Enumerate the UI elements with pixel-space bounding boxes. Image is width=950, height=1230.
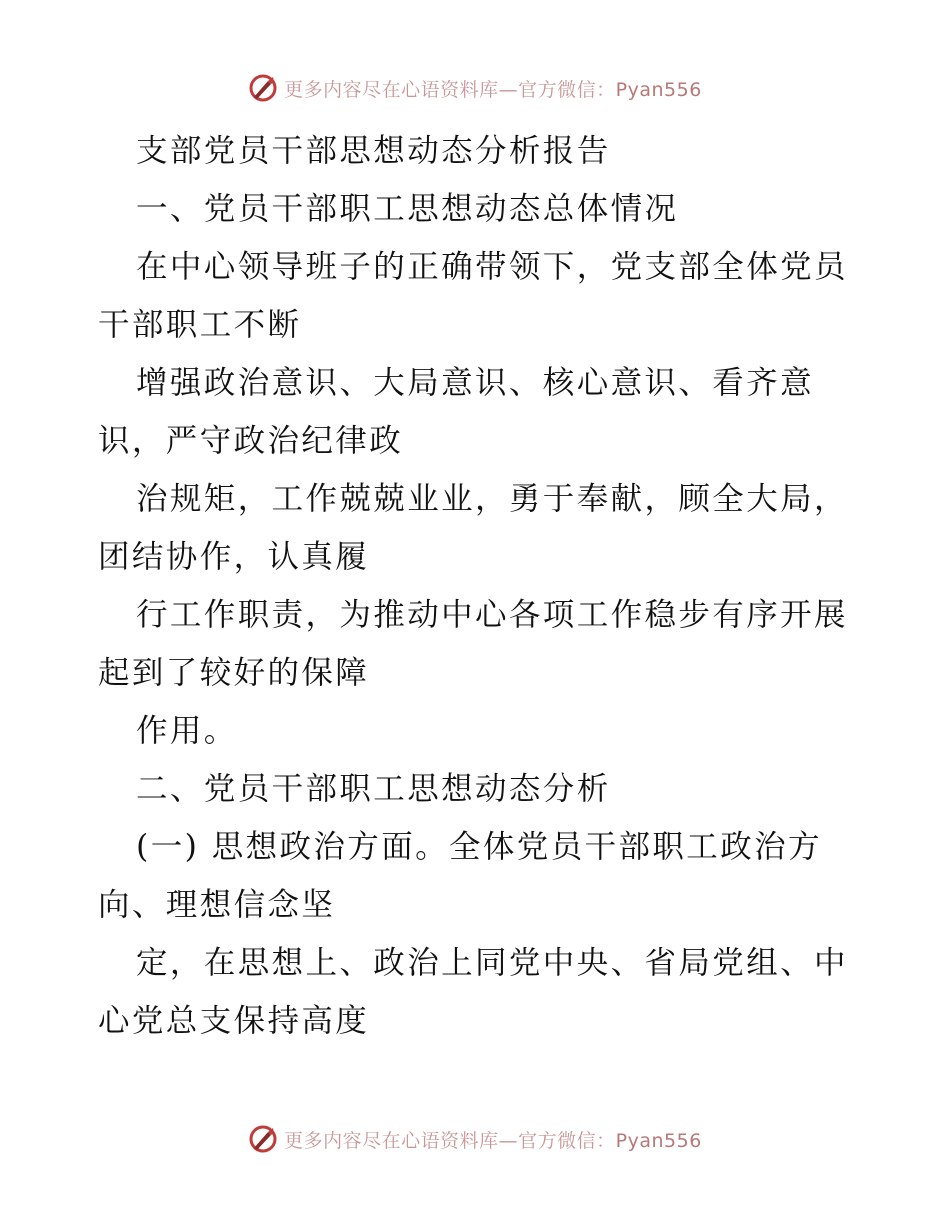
- document-body: [98, 122, 858, 1050]
- paragraph-line: 增强政治意识、大局意识、核心意识、看齐意: [136, 365, 815, 401]
- watermark-wechat-id: Pyan556: [615, 1129, 702, 1152]
- header-watermark: [0, 73, 950, 103]
- paragraph-line: 作用。: [136, 713, 238, 749]
- paragraph-line: 团结协作，认真履: [98, 539, 370, 575]
- section-heading-1: 一、党员干部职工思想动态总体情况: [136, 191, 679, 227]
- quill-circle-icon: [248, 73, 278, 103]
- watermark-text: 更多内容尽在心语资料库—官方微信：Pyan556: [284, 78, 702, 101]
- paragraph-line: 干部职工不断: [98, 307, 302, 343]
- watermark-text: 更多内容尽在心语资料库—官方微信：Pyan556: [284, 1129, 702, 1152]
- paragraph-line: (一) 思想政治方面。全体党员干部职工政治方: [136, 829, 822, 865]
- document-title: 支部党员干部思想动态分析报告: [136, 133, 611, 169]
- section-heading-2: 二、党员干部职工思想动态分析: [136, 771, 611, 807]
- footer-watermark: [0, 1124, 950, 1154]
- paragraph-line: 治规矩，工作兢兢业业，勇于奉献，顾全大局，: [136, 481, 848, 517]
- paragraph-line: 定，在思想上、政治上同党中央、省局党组、中: [136, 945, 848, 981]
- watermark-wechat-id: Pyan556: [615, 78, 702, 101]
- paragraph-line: 识，严守政治纪律政: [98, 423, 404, 459]
- paragraph-line: 在中心领导班子的正确带领下，党支部全体党员: [136, 249, 848, 285]
- quill-circle-icon: [248, 1124, 278, 1154]
- paragraph-line: 起到了较好的保障: [98, 655, 370, 691]
- paragraph-line: 心党总支保持高度: [98, 1003, 370, 1039]
- paragraph-line: 行工作职责，为推动中心各项工作稳步有序开展: [136, 597, 848, 633]
- paragraph-line: 向、理想信念坚: [98, 887, 336, 923]
